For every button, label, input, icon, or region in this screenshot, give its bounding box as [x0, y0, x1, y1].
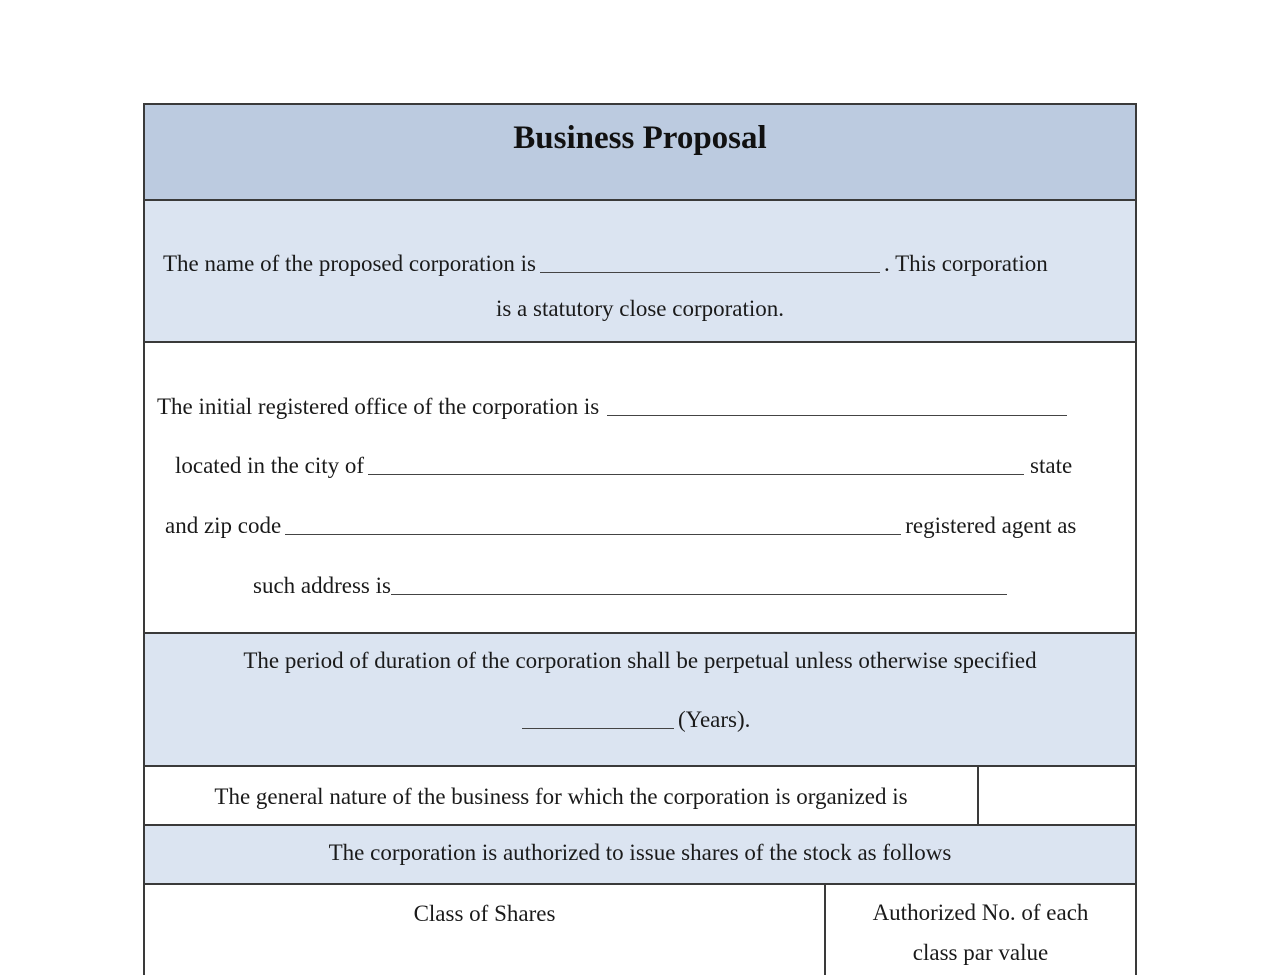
statutory-close-text: is a statutory close corporation. — [495, 296, 785, 321]
city-field[interactable] — [368, 473, 1024, 475]
zip-code-line — [165, 513, 1076, 539]
form-title: Business Proposal — [513, 120, 767, 156]
business-nature-field[interactable] — [979, 767, 1135, 824]
years-label: (Years). — [678, 707, 751, 732]
registered-office-label: The initial registered office of the corporation is — [157, 394, 600, 419]
corporation-name-label: The name of the proposed corporation is — [163, 251, 536, 276]
registered-office-section — [145, 343, 1135, 634]
registered-office-line — [157, 394, 1071, 420]
business-nature-label: The general nature of the business for which the corporation is organized is — [145, 767, 979, 824]
registered-office-field[interactable] — [607, 414, 1067, 416]
shares-heading: The corporation is authorized to issue shares of the stock as follows — [328, 840, 952, 865]
title-bar — [145, 105, 1135, 201]
par-value-label: class par value — [912, 940, 1049, 965]
duration-years-field[interactable] — [522, 727, 674, 729]
corporation-name-field[interactable] — [540, 271, 880, 273]
corporation-name-section — [145, 201, 1135, 343]
zip-code-field[interactable] — [285, 533, 901, 535]
business-nature-section — [145, 767, 1135, 826]
corporation-name-line — [163, 251, 1048, 277]
zip-code-label: and zip code — [165, 513, 282, 538]
city-line — [175, 453, 1072, 479]
class-of-shares-header — [145, 885, 826, 975]
class-of-shares-label: Class of Shares — [413, 901, 556, 926]
agent-address-line — [253, 573, 1011, 599]
shares-table-header — [145, 885, 1135, 975]
state-label: state — [1030, 453, 1073, 478]
corporation-name-suffix: . This corporation — [884, 251, 1048, 276]
duration-years-line — [518, 707, 750, 733]
agent-address-label: such address is — [253, 573, 391, 598]
agent-address-field[interactable] — [391, 593, 1007, 595]
city-label: located in the city of — [175, 453, 365, 478]
duration-section — [145, 634, 1135, 767]
duration-text: The period of duration of the corporation shall be perpetual unless otherwise specified — [243, 648, 1037, 673]
business-proposal-form — [143, 103, 1137, 975]
authorized-number-header — [826, 885, 1135, 975]
authorized-number-label: Authorized No. of each — [872, 900, 1089, 925]
shares-heading-section — [145, 826, 1135, 885]
registered-agent-label: registered agent as — [905, 513, 1077, 538]
